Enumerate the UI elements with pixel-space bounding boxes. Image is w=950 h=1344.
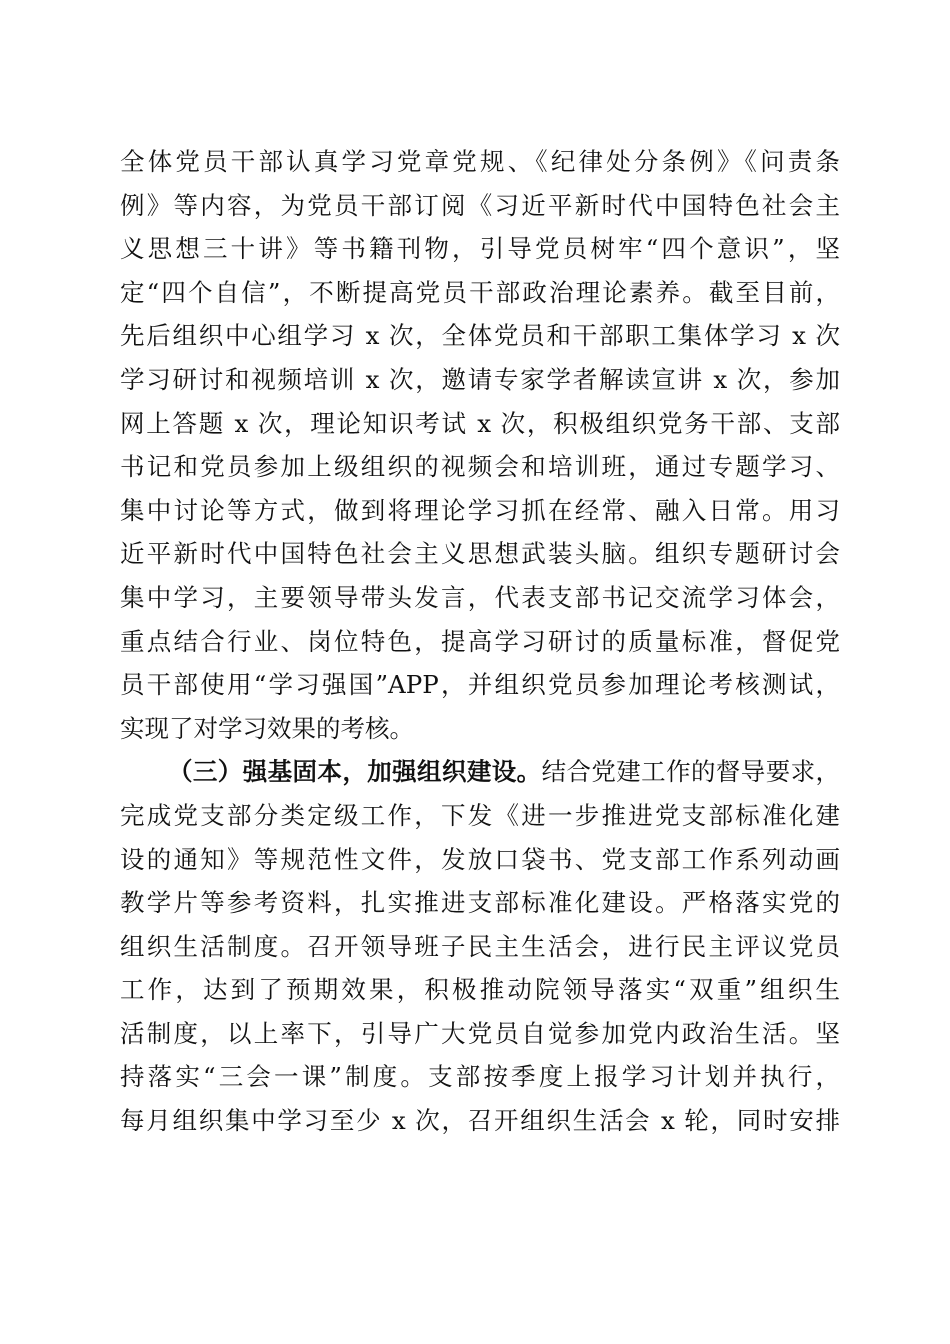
paragraph-1-line-7: 网上答题 x 次，理论知识考试 x 次，积极组织党务干部、支部 — [120, 408, 840, 438]
paragraph-1-line-2: 例》等内容，为党员干部订阅《习近平新时代中国特色社会主 — [120, 190, 840, 220]
paragraph-1-line-4: 定“四个自信”，不断提高党员干部政治理论素养。截至目前， — [120, 277, 840, 307]
paragraph-1-line-13: 员干部使用“学习强国”APP，并组织党员参加理论考核测试， — [120, 670, 840, 700]
paragraph-1-line-8: 书记和党员参加上级组织的视频会和培训班，通过专题学习、 — [120, 452, 840, 482]
section-3-line-5: 组织生活制度。召开领导班子民主生活会，进行民主评议党员 — [120, 931, 840, 961]
paragraph-1-line-3: 义思想三十讲》等书籍刊物，引导党员树牢“四个意识”，坚 — [120, 234, 840, 264]
section-3-line-7: 活制度，以上率下，引导广大党员自觉参加党内政治生活。坚 — [120, 1018, 840, 1048]
section-3-first-line-text: 结合党建工作的督导要求， — [541, 757, 840, 787]
paragraph-1-last-line: 实现了对学习效果的考核。 — [120, 713, 414, 743]
section-3-line-4: 教学片等参考资料，扎实推进支部标准化建设。严格落实党的 — [120, 888, 840, 918]
paragraph-1-line-6: 学习研讨和视频培训 x 次，邀请专家学者解读宣讲 x 次，参加 — [120, 364, 840, 394]
paragraph-1-line-12: 重点结合行业、岗位特色，提高学习研讨的质量标准，督促党 — [120, 626, 840, 656]
section-3-first-line — [120, 750, 840, 794]
paragraph-1-line-5: 先后组织中心组学习 x 次，全体党员和干部职工集体学习 x 次 — [120, 321, 840, 351]
section-3-line-8: 持落实“三会一课”制度。支部按季度上报学习计划并执行， — [120, 1062, 840, 1092]
body-text — [120, 140, 840, 1143]
paragraph-1-line-9: 集中讨论等方式，做到将理论学习抓在经常、融入日常。用习 — [120, 495, 840, 525]
paragraph-1-line-1: 全体党员干部认真学习党章党规、《纪律处分条例》《问责条 — [120, 147, 840, 176]
paragraph-1-line-10: 近平新时代中国特色社会主义思想武装头脑。组织专题研讨会 — [120, 539, 840, 569]
section-3-line-2: 完成党支部分类定级工作，下发《进一步推进党支部标准化建 — [120, 800, 840, 830]
section-3-line-3: 设的通知》等规范性文件，发放口袋书、党支部工作系列动画 — [120, 844, 840, 874]
paragraph-1-line-11: 集中学习，主要领导带头发言，代表支部书记交流学习体会， — [120, 582, 840, 612]
section-3-line-6: 工作，达到了预期效果，积极推动院领导落实“双重”组织生 — [120, 975, 840, 1005]
section-3-heading: （三）强基固本，加强组织建设。 — [168, 757, 542, 787]
section-3-line-9: 每月组织集中学习至少 x 次，召开组织生活会 x 轮，同时安排 — [120, 1106, 840, 1136]
